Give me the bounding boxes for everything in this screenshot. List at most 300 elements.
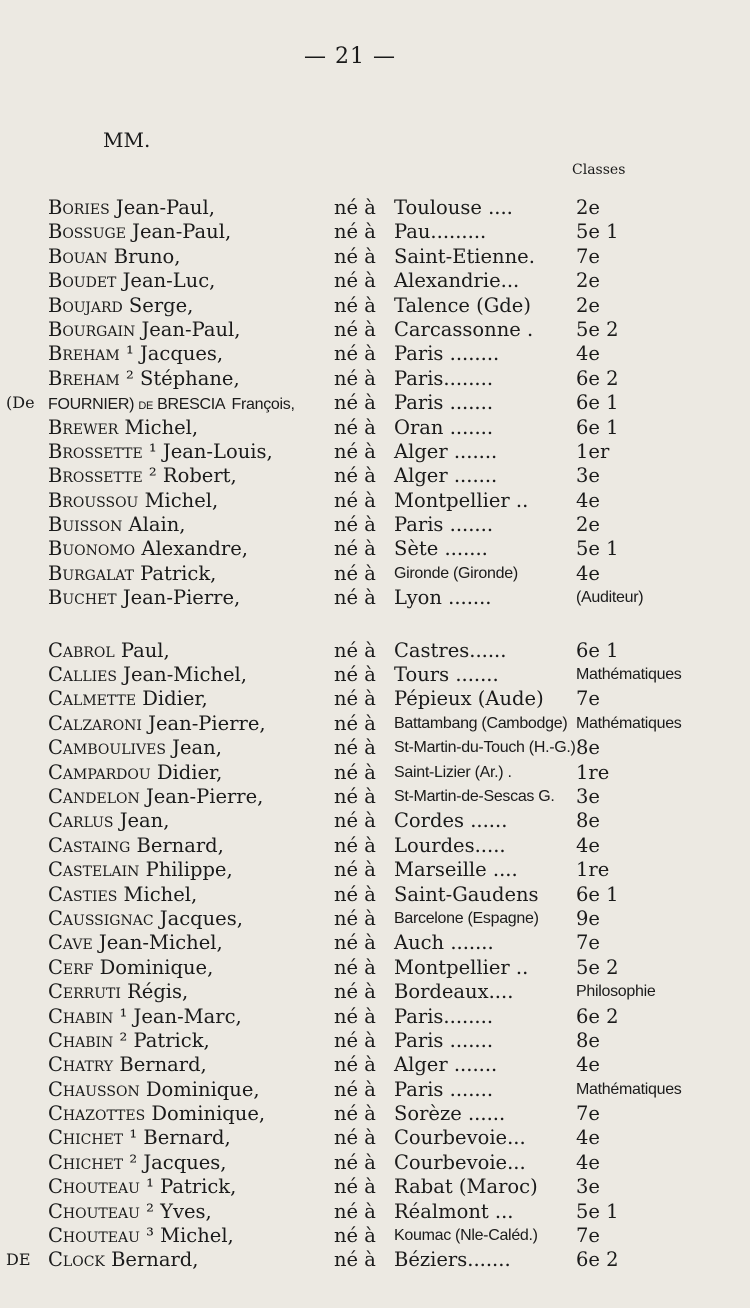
entry-surname: Carlus	[48, 809, 114, 833]
entry-surname: Calmette	[48, 687, 137, 711]
entry-place: St-Martin-du-Touch (H.-G.)	[394, 739, 576, 757]
entry-born: né à	[334, 513, 376, 537]
entry-surname: Cave	[48, 931, 93, 955]
entry-born: né à	[334, 687, 376, 711]
entry-surname: Camboulives	[48, 736, 166, 760]
entry-given: Didier,	[142, 687, 208, 711]
list-item	[0, 639, 750, 663]
entry-name	[48, 416, 198, 440]
entry-born: né à	[334, 293, 376, 317]
entry-name	[48, 663, 247, 687]
entry-born: né à	[334, 415, 376, 439]
entry-name	[48, 687, 208, 711]
list-item	[0, 342, 750, 366]
list-item	[0, 1102, 750, 1126]
entry-grade: 6e 1	[576, 391, 619, 415]
entry-grade: 2e	[576, 513, 600, 537]
entry-surname: Chausson	[48, 1077, 140, 1101]
list-item	[0, 367, 750, 391]
student-list	[0, 196, 750, 1273]
entry-given: Bernard,	[136, 833, 224, 857]
entry-born: né à	[334, 1175, 376, 1199]
entry-grade: 7e	[576, 931, 600, 955]
entry-name	[48, 586, 240, 610]
list-item	[0, 294, 750, 318]
entry-place: Battambang (Cambodge)	[394, 714, 568, 732]
entry-grade: 5e 1	[576, 220, 619, 244]
entry-place: Paris .......	[394, 513, 494, 537]
entry-given: Didier,	[156, 760, 223, 784]
entry-given: Dominique,	[151, 1102, 266, 1126]
entry-born: né à	[334, 269, 376, 293]
entry-surname: Burgalat	[48, 561, 134, 585]
list-item	[0, 269, 750, 293]
entry-grade: 4e	[576, 1150, 600, 1174]
entry-born: né à	[334, 561, 376, 585]
entry-given: Jean-Luc,	[122, 269, 216, 293]
entry-surname: Bourgain	[48, 317, 136, 341]
entry-name	[48, 245, 180, 269]
list-item	[0, 464, 750, 488]
list-item	[0, 245, 750, 269]
list-heading: MM.	[103, 128, 151, 152]
entry-place: Oran .......	[394, 415, 494, 439]
entry-surname: FOURNIER) de BRESCIA	[48, 396, 226, 414]
entry-born: né à	[334, 220, 376, 244]
entry-name	[48, 489, 218, 513]
entry-place: Tours .......	[394, 663, 499, 687]
entry-place: Sète .......	[394, 537, 488, 561]
entry-name	[48, 1224, 234, 1248]
entry-surname: Boudet	[48, 269, 117, 293]
entry-name	[48, 1078, 260, 1102]
entry-born: né à	[334, 663, 376, 687]
entry-given: Jean-Pierre,	[145, 784, 264, 808]
entry-given: Michel,	[123, 882, 198, 906]
entry-name	[48, 712, 266, 736]
entry-given: Serge,	[128, 293, 194, 317]
entry-given: Jean,	[119, 809, 170, 833]
entry-place: Sorèze ......	[394, 1102, 506, 1126]
entry-surname: Buisson	[48, 513, 123, 537]
entry-place: Barcelone (Espagne)	[394, 909, 539, 927]
entry-surname: Bossuge	[48, 220, 126, 244]
entry-surname: Chouteau ²	[48, 1199, 154, 1223]
entry-place: Auch .......	[394, 931, 494, 955]
list-item	[0, 931, 750, 955]
entry-born: né à	[334, 196, 376, 219]
entry-grade: 6e 1	[576, 882, 619, 906]
entry-given: Stéphane,	[139, 366, 240, 390]
entry-given: Jean,	[172, 736, 222, 760]
entry-place: Castres......	[394, 638, 507, 662]
entry-grade: 1re	[576, 858, 610, 882]
entry-born: né à	[334, 858, 376, 882]
entry-grade: 8e	[576, 1028, 600, 1052]
entry-grade: 7e	[576, 687, 600, 711]
list-item	[0, 318, 750, 342]
entry-given: Bruno,	[113, 244, 181, 268]
entry-grade: 5e 2	[576, 317, 619, 341]
entry-grade: 6e 1	[576, 415, 619, 439]
entry-name	[48, 785, 263, 809]
entry-surname: Casties	[48, 882, 118, 906]
entry-name	[48, 1005, 242, 1029]
entry-born: né à	[334, 488, 376, 512]
entry-grade: 2e	[576, 293, 600, 317]
list-item	[0, 1078, 750, 1102]
entry-given: Patrick,	[133, 1028, 210, 1052]
entry-given: Jean-Michel,	[98, 931, 223, 955]
entry-surname: Chazottes	[48, 1102, 146, 1126]
entry-given: Dominique,	[145, 1077, 260, 1101]
entry-place: Montpellier ..	[394, 488, 529, 512]
entry-surname: Cerruti	[48, 980, 121, 1004]
entry-born: né à	[334, 1077, 376, 1101]
entry-name	[48, 639, 170, 663]
entry-name	[48, 342, 223, 366]
entry-grade: 8e	[576, 809, 600, 833]
page-number: — 21 —	[304, 44, 396, 69]
list-item	[0, 761, 750, 785]
entry-name	[48, 1102, 265, 1126]
entry-grade: 4e	[576, 1126, 600, 1150]
entry-place: Paris........	[394, 1004, 494, 1028]
entry-surname: Breham ¹	[48, 342, 134, 366]
entry-grade: 2e	[576, 196, 600, 219]
entry-born: né à	[334, 1053, 376, 1077]
entry-surname: Castelain	[48, 858, 140, 882]
list-item	[0, 1200, 750, 1224]
entry-born: né à	[334, 366, 376, 390]
entry-grade: 7e	[576, 1102, 600, 1126]
entry-born: né à	[334, 1248, 376, 1272]
entry-place: Paris .......	[394, 1077, 494, 1101]
list-item	[0, 956, 750, 980]
entry-place: Pau.........	[394, 220, 487, 244]
entry-place: Béziers.......	[394, 1248, 511, 1272]
list-item	[0, 1175, 750, 1199]
entry-surname: Chouteau ³	[48, 1224, 154, 1248]
entry-name	[48, 391, 295, 417]
list-item	[0, 440, 750, 464]
entry-place: St-Martin-de-Sescas G.	[394, 787, 555, 805]
entry-name	[48, 834, 224, 858]
entry-name	[48, 1126, 231, 1150]
entry-given: François,	[231, 396, 295, 414]
entry-grade: 4e	[576, 488, 600, 512]
entry-surname: Brossette ¹	[48, 439, 157, 463]
entry-given: Bernard,	[111, 1248, 199, 1272]
list-item	[0, 980, 750, 1004]
entry-name	[48, 1053, 207, 1077]
entry-name	[48, 736, 222, 760]
entry-name	[48, 1175, 236, 1199]
entry-surname: Candelon	[48, 784, 140, 808]
entry-name	[48, 858, 233, 882]
entry-name	[48, 318, 240, 342]
entry-surname: Clock	[48, 1248, 105, 1272]
entry-name	[48, 562, 216, 586]
entry-surname: Brewer	[48, 415, 119, 439]
entry-given: Jean-Pierre,	[122, 586, 241, 610]
entry-name	[48, 269, 215, 293]
entry-grade: 2e	[576, 269, 600, 293]
entry-place: Pépieux (Aude)	[394, 687, 544, 711]
entry-surname: Callies	[48, 663, 117, 687]
entry-born: né à	[334, 537, 376, 561]
list-item	[0, 1005, 750, 1029]
entry-name	[48, 883, 197, 907]
entry-name	[48, 931, 223, 955]
entry-given: Patrick,	[140, 561, 217, 585]
entry-given: Alexandre,	[141, 537, 248, 561]
entry-given: Jean-Marc,	[133, 1004, 242, 1028]
entry-grade: 6e 1	[576, 638, 619, 662]
entry-given: Jean-Pierre,	[148, 711, 266, 735]
entry-name	[48, 440, 273, 464]
entry-surname: Caussignac	[48, 906, 154, 930]
entry-place: Rabat (Maroc)	[394, 1175, 538, 1199]
entry-surname: Castaing	[48, 833, 131, 857]
entry-born: né à	[334, 342, 376, 366]
entry-grade: 8e	[576, 736, 600, 760]
entry-surname: Chichet ²	[48, 1150, 138, 1174]
entry-grade: 4e	[576, 561, 600, 585]
entry-surname: Chatry	[48, 1053, 114, 1077]
entry-born: né à	[334, 1126, 376, 1150]
entry-born: né à	[334, 931, 376, 955]
entry-surname: Bories	[48, 196, 110, 219]
entry-place: Gironde (Gironde)	[394, 564, 518, 582]
list-item	[0, 562, 750, 586]
entry-grade: 4e	[576, 833, 600, 857]
entry-born: né à	[334, 464, 376, 488]
entry-surname: Broussou	[48, 488, 139, 512]
entry-grade: Mathématiques	[576, 714, 682, 732]
entry-place: Réalmont ...	[394, 1199, 514, 1223]
entry-given: Robert,	[162, 464, 237, 488]
entry-grade: Mathématiques	[576, 666, 682, 684]
entry-surname: Campardou	[48, 760, 151, 784]
entry-grade: 1re	[576, 760, 610, 784]
entry-surname: Chouteau ¹	[48, 1175, 154, 1199]
entry-grade: 7e	[576, 1224, 600, 1248]
entry-place: Paris ........	[394, 342, 500, 366]
entry-given: Bernard,	[119, 1053, 207, 1077]
entry-place: Toulouse ....	[394, 196, 513, 219]
list-item	[0, 220, 750, 244]
entry-place: Paris .......	[394, 391, 494, 415]
entry-given: Michel,	[124, 415, 199, 439]
entry-place: Saint-Lizier (Ar.) .	[394, 763, 512, 781]
entry-place: Cordes ......	[394, 809, 508, 833]
entry-grade: 6e 2	[576, 1004, 619, 1028]
entry-name	[48, 294, 193, 318]
list-item	[0, 712, 750, 736]
entry-place: Alger .......	[394, 464, 498, 488]
entry-grade: 6e 2	[576, 366, 619, 390]
list-item	[0, 858, 750, 882]
entry-prefix: (De	[6, 393, 35, 413]
entry-grade: Philosophie	[576, 983, 656, 1001]
entry-place: Marseille ....	[394, 858, 518, 882]
entry-surname: Brossette ²	[48, 464, 157, 488]
entry-born: né à	[334, 1004, 376, 1028]
entry-place: Courbevoie...	[394, 1126, 526, 1150]
entry-name	[48, 196, 215, 220]
entry-place: Talence (Gde)	[394, 293, 531, 317]
entry-place: Saint-Gaudens	[394, 882, 539, 906]
entry-born: né à	[334, 1199, 376, 1223]
entry-given: Yves,	[160, 1199, 212, 1223]
list-item	[0, 416, 750, 440]
entry-born: né à	[334, 1224, 376, 1248]
entry-place: Courbevoie...	[394, 1150, 526, 1174]
entry-place: Paris .......	[394, 1028, 494, 1052]
entry-place: Lyon .......	[394, 586, 492, 610]
entry-surname: Chichet ¹	[48, 1126, 138, 1150]
list-item	[0, 1029, 750, 1053]
entry-grade: 5e 1	[576, 537, 619, 561]
entry-born: né à	[334, 980, 376, 1004]
entry-born: né à	[334, 711, 376, 735]
entry-surname: Bouan	[48, 244, 108, 268]
list-item	[0, 1053, 750, 1077]
entry-born: né à	[334, 1102, 376, 1126]
entry-name	[48, 537, 248, 561]
entry-surname: Buonomo	[48, 537, 136, 561]
entry-given: Jean-Paul,	[132, 220, 232, 244]
entry-born: né à	[334, 317, 376, 341]
entry-born: né à	[334, 244, 376, 268]
entry-prefix: DE	[6, 1250, 31, 1270]
list-item	[0, 883, 750, 907]
entry-born: né à	[334, 586, 376, 610]
entry-born: né à	[334, 906, 376, 930]
entry-name	[48, 513, 185, 537]
entry-given: Alain,	[128, 513, 186, 537]
entry-given: Jean-Louis,	[162, 439, 273, 463]
list-item	[0, 489, 750, 513]
entry-given: Patrick,	[160, 1175, 237, 1199]
entry-born: né à	[334, 638, 376, 662]
entry-given: Bernard,	[143, 1126, 231, 1150]
entry-born: né à	[334, 1028, 376, 1052]
entry-surname: Calzaroni	[48, 711, 142, 735]
entry-name	[48, 464, 237, 488]
list-item	[0, 513, 750, 537]
entry-place: Alger .......	[394, 1053, 498, 1077]
entry-born: né à	[334, 809, 376, 833]
entry-grade: 3e	[576, 784, 600, 808]
entry-name	[48, 1248, 198, 1272]
entry-grade: 3e	[576, 1175, 600, 1199]
entry-born: né à	[334, 833, 376, 857]
entry-name	[48, 907, 243, 931]
list-item	[0, 1151, 750, 1175]
entry-born: né à	[334, 736, 376, 760]
entry-given: Régis,	[127, 980, 189, 1004]
entry-given: Jean-Michel,	[123, 663, 247, 687]
entry-grade: 1er	[576, 439, 610, 463]
list-item	[0, 663, 750, 687]
entry-grade: 5e 1	[576, 1199, 619, 1223]
entry-place: Saint-Etienne.	[394, 244, 535, 268]
list-item	[0, 736, 750, 760]
entry-grade: 6e 2	[576, 1248, 619, 1272]
entry-place: Alger .......	[394, 439, 498, 463]
entry-given: Jean-Paul,	[115, 196, 215, 219]
entry-place: Bordeaux....	[394, 980, 514, 1004]
entry-born: né à	[334, 1150, 376, 1174]
entry-surname: Buchet	[48, 586, 117, 610]
entry-grade: 7e	[576, 244, 600, 268]
list-item	[0, 196, 750, 220]
entry-surname: Boujard	[48, 293, 123, 317]
entry-surname: Chabin ²	[48, 1028, 128, 1052]
entry-name	[48, 1029, 210, 1053]
entry-born: né à	[334, 882, 376, 906]
entry-place: Koumac (Nle-Caléd.)	[394, 1227, 538, 1245]
list-item	[0, 391, 750, 415]
entry-born: né à	[334, 955, 376, 979]
entry-surname: Cerf	[48, 955, 94, 979]
entry-grade: 9e	[576, 906, 600, 930]
entry-name	[48, 220, 231, 244]
entry-name	[48, 761, 222, 785]
entry-given: Jacques,	[139, 342, 224, 366]
entry-given: Dominique,	[99, 955, 214, 979]
entry-given: Paul,	[120, 638, 170, 662]
entry-given: Jacques,	[159, 906, 243, 930]
list-item	[0, 687, 750, 711]
list-item	[0, 785, 750, 809]
entry-name	[48, 1151, 227, 1175]
entry-born: né à	[334, 391, 376, 415]
entry-place: Lourdes.....	[394, 833, 506, 857]
entry-name	[48, 809, 169, 833]
entry-given: Michel,	[160, 1224, 234, 1248]
list-item	[0, 809, 750, 833]
entry-place: Alexandrie...	[394, 269, 520, 293]
entry-surname: Chabin ¹	[48, 1004, 128, 1028]
entry-name	[48, 367, 240, 391]
entry-born: né à	[334, 784, 376, 808]
entry-surname: Breham ²	[48, 366, 134, 390]
entry-grade: (Auditeur)	[576, 589, 644, 607]
entry-place: Paris........	[394, 366, 494, 390]
classes-column-header: Classes	[572, 162, 626, 178]
list-item	[0, 907, 750, 931]
entry-grade: Mathématiques	[576, 1080, 682, 1098]
entry-name	[48, 980, 188, 1004]
entry-given: Jean-Paul,	[141, 317, 241, 341]
entry-name	[48, 1200, 212, 1224]
entry-born: né à	[334, 439, 376, 463]
entry-name	[48, 956, 213, 980]
entry-given: Jacques,	[143, 1150, 227, 1174]
entry-grade: 3e	[576, 464, 600, 488]
entry-place: Carcassonne .	[394, 317, 534, 341]
entry-grade: 4e	[576, 342, 600, 366]
list-item	[0, 1248, 750, 1272]
entry-grade: 4e	[576, 1053, 600, 1077]
entry-born: né à	[334, 760, 376, 784]
list-item	[0, 834, 750, 858]
entry-given: Philippe,	[145, 858, 233, 882]
list-item	[0, 1224, 750, 1248]
